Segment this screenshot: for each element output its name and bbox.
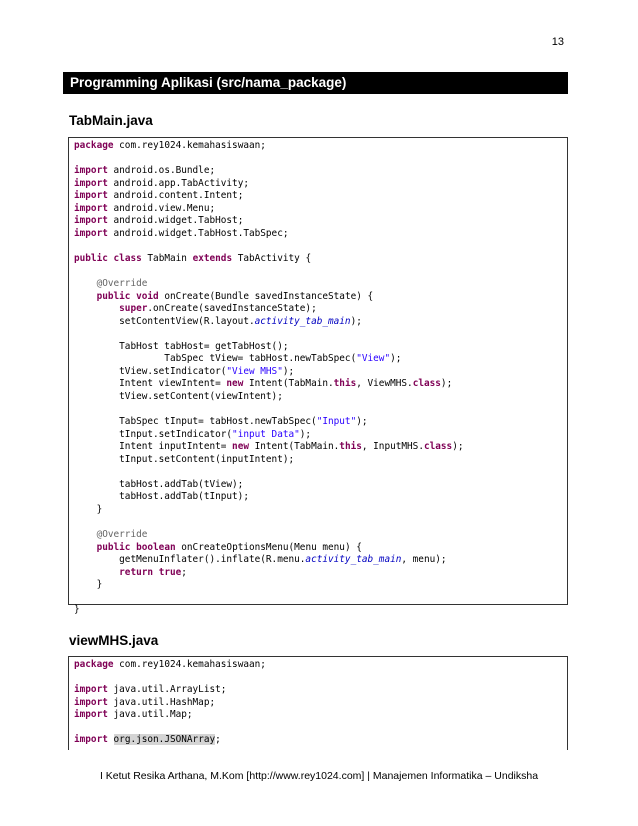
code-token: java.util.ArrayList; (107, 684, 227, 696)
code-token: com.rey1024.kemahasiswaan; (113, 659, 266, 670)
code-line (74, 228, 562, 241)
code-token: } (74, 579, 103, 591)
code-line (74, 697, 562, 710)
code-line (74, 659, 562, 672)
code-line (74, 567, 562, 580)
code-token: import (74, 202, 108, 214)
code-line (74, 278, 562, 291)
code-token (74, 303, 119, 314)
code-line (74, 341, 562, 354)
code-token: TabSpec tView= tabHost.newTabSpec( (74, 353, 357, 365)
code-token: super (119, 303, 148, 315)
code-token: , ViewMHS. (356, 378, 413, 390)
code-token: public (96, 290, 131, 302)
code-token: import (74, 177, 108, 189)
code-token: @Override (96, 278, 148, 290)
code-token: tInput.setIndicator( (74, 428, 233, 440)
code-token: ; (215, 734, 221, 746)
code-token: package (74, 140, 114, 151)
code-token: java.util.HashMap; (107, 696, 216, 708)
code-line (74, 328, 562, 341)
page-number: 13 (551, 36, 564, 48)
code-line (74, 516, 562, 529)
code-token: "View" (356, 353, 391, 365)
code-token: , InputMHS. (361, 441, 424, 453)
code-token: void (136, 290, 159, 302)
code-token (108, 734, 114, 745)
file-title-viewmhs: viewMHS.java (69, 633, 159, 648)
code-token: android.content.Intent; (107, 190, 244, 202)
code-token: java.util.Map; (107, 709, 193, 721)
code-token: extends (192, 252, 233, 264)
code-token (74, 291, 97, 302)
code-line (74, 403, 562, 416)
code-token: tabHost.addTab(tView); (74, 478, 244, 490)
code-token: new (226, 378, 244, 390)
code-line (74, 303, 562, 316)
code-token: public (74, 252, 108, 264)
code-token: Intent(TabMain. (248, 441, 340, 453)
file-title-tabmain: TabMain.java (69, 113, 153, 128)
code-line (74, 722, 562, 735)
code-line (74, 542, 562, 555)
code-token: com.rey1024.kemahasiswaan; (113, 140, 266, 151)
code-token: org.json.JSONArray (113, 734, 216, 746)
code-token: import (74, 227, 108, 239)
code-token: android.widget.TabHost; (107, 215, 244, 227)
code-line (74, 672, 562, 685)
code-token: this (339, 441, 362, 453)
code-line (74, 416, 562, 429)
code-line (74, 441, 562, 454)
code-line (74, 579, 562, 592)
code-token: .onCreate(savedInstanceState); (147, 303, 317, 315)
code-token: true (158, 566, 182, 578)
code-line (74, 165, 562, 178)
code-line (74, 378, 562, 391)
code-token: import (74, 165, 108, 177)
code-token: android.app.TabActivity; (107, 177, 249, 189)
code-line (74, 466, 562, 479)
code-line (74, 604, 562, 617)
code-token: "View MHS" (226, 365, 283, 377)
code-line (74, 153, 562, 166)
code-line (74, 684, 562, 697)
code-token: import (74, 215, 108, 227)
page-footer: I Ketut Resika Arthana, M.Kom [http://www.rey1024.com] | Manajemen Informatika – Undiksha (99, 770, 539, 782)
section-heading: Programming Aplikasi (src/nama_package) (63, 72, 568, 94)
code-token: class (412, 378, 441, 390)
code-line (74, 203, 562, 216)
code-line (74, 366, 562, 379)
code-token: ); (350, 315, 362, 327)
code-token: Intent(TabMain. (243, 378, 334, 390)
code-token: import (74, 696, 108, 708)
code-token: class (423, 441, 453, 453)
code-line (74, 253, 562, 266)
code-token: ); (356, 416, 368, 428)
code-token: class (113, 252, 142, 264)
code-token: } (74, 604, 80, 616)
code-token: import (74, 734, 108, 746)
code-token: , menu); (401, 554, 447, 566)
code-token: ; (181, 566, 187, 578)
code-line (74, 240, 562, 253)
code-token: ); (440, 378, 453, 390)
code-line (74, 554, 562, 567)
code-block-tabmain (68, 137, 568, 616)
code-token (74, 529, 97, 540)
code-token: onCreate(Bundle savedInstanceState) { (158, 290, 374, 302)
code-line (74, 429, 562, 442)
code-token (74, 278, 97, 289)
code-line (74, 291, 562, 304)
code-line (74, 215, 562, 228)
code-line (74, 140, 562, 153)
code-line (74, 504, 562, 517)
code-token: android.widget.TabHost.TabSpec; (107, 227, 289, 239)
code-token (74, 567, 119, 578)
code-token: new (232, 441, 249, 453)
code-line (74, 190, 562, 203)
code-line (74, 454, 562, 467)
code-line (74, 491, 562, 504)
code-token: import (74, 684, 108, 696)
code-line (74, 709, 562, 722)
code-token: package (74, 659, 114, 670)
code-token: ); (282, 365, 295, 377)
code-token: android.os.Bundle; (107, 165, 216, 177)
code-token: tInput.setContent(inputIntent); (74, 453, 295, 465)
code-token: @Override (96, 528, 148, 540)
code-line (74, 178, 562, 191)
code-token: TabActivity { (232, 252, 312, 264)
code-token: activity_tab_main (305, 554, 402, 566)
code-token: Intent viewIntent= (74, 378, 227, 390)
code-token: ); (299, 428, 312, 440)
code-line (74, 353, 562, 366)
code-token: this (333, 378, 357, 390)
code-token: "Input" (316, 416, 357, 428)
code-token: ); (452, 441, 464, 453)
code-token: import (74, 190, 108, 202)
code-token: tabHost.addTab(tInput); (74, 491, 249, 503)
code-token: onCreateOptionsMenu(Menu menu) { (175, 541, 362, 553)
code-token: activity_tab_main (254, 315, 351, 327)
code-line (74, 734, 562, 747)
code-line (74, 529, 562, 542)
code-token (74, 542, 97, 553)
code-token: tView.setIndicator( (74, 365, 227, 377)
code-token: public (96, 541, 131, 553)
code-token: tView.setContent(viewIntent); (74, 390, 283, 402)
code-token: } (74, 503, 103, 515)
code-token: import (74, 709, 108, 721)
code-block-viewmhs (68, 656, 568, 750)
code-token: return (119, 566, 154, 578)
code-token: setContentView(R.layout. (74, 315, 255, 327)
code-line (74, 479, 562, 492)
code-line (74, 391, 562, 404)
code-token: boolean (136, 541, 176, 553)
code-token: Intent inputIntent= (74, 441, 233, 453)
code-token: ); (390, 353, 402, 365)
code-token: "input Data" (232, 428, 300, 440)
code-token: TabHost tabHost= getTabHost(); (74, 340, 289, 352)
code-line (74, 265, 562, 278)
code-token: TabSpec tInput= tabHost.newTabSpec( (74, 416, 317, 428)
code-token: getMenuInflater().inflate(R.menu. (74, 554, 306, 566)
code-line (74, 316, 562, 329)
code-token: android.view.Menu; (107, 202, 216, 214)
code-line (74, 592, 562, 605)
code-token: TabMain (141, 252, 193, 264)
